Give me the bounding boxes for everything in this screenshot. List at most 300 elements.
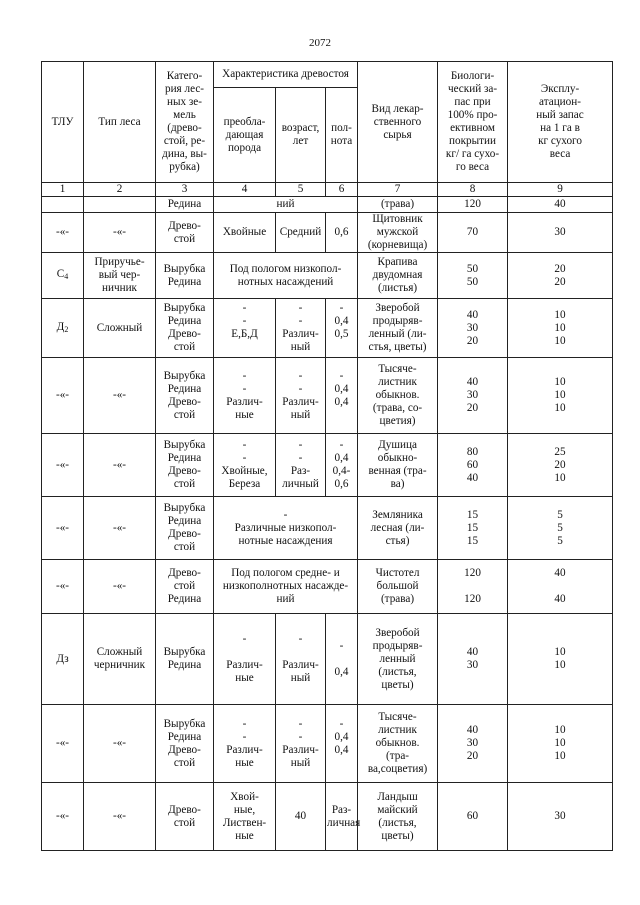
cell-line: 30 [466,737,479,749]
cell-dominant-species [214,705,276,783]
cell-bio-stock [438,497,508,560]
cell-line: стой [173,341,196,353]
cell-line: веса [549,148,571,160]
cell-line: ные [235,756,254,769]
cell-line: Редина [167,382,202,395]
cell-bio-stock [438,705,508,783]
cell-raw-material [358,197,438,213]
cell-exploit-stock [508,434,613,497]
cell-line: 40 [466,724,479,736]
cell-tlu [42,783,84,851]
cell-line: Катего- [166,70,203,82]
cell-exploit-stock [508,497,613,560]
column-number: 1 [42,183,84,197]
cell-line: -«- [112,389,127,401]
cell-line: 40 [554,198,566,210]
cell-line: 20 [466,750,479,762]
cell-raw-material [358,358,438,434]
cell-line: 40 [554,593,566,605]
cell-line: Древо- [168,328,201,340]
cell-line: ный [290,756,311,769]
cell-line: обыкнов. [375,737,420,749]
cell-line: атацион- [539,96,581,108]
cell-line: Древо- [168,803,201,816]
cell-line: (древо- [167,122,202,134]
cell-stand-continued [214,197,358,213]
cell-empty [84,197,156,213]
cell-line [439,580,506,593]
cell-line: Хвой- [230,790,259,803]
cell-line: 20 [554,458,566,471]
cell-line: Редина [167,315,202,327]
cell-land-category [156,705,214,783]
cell-line: -«- [55,810,70,822]
column-numbers-row [42,183,613,197]
cell-line: Редина [167,593,202,605]
cell-tlu [42,560,84,614]
cell-line: -«- [112,580,127,592]
cell-density [326,434,358,497]
cell-line [327,757,356,770]
cell-line: ний [276,198,295,210]
cell-line: ленный [379,652,416,665]
cell-line: (трава, со- [372,402,423,414]
cell-line: порода [227,141,262,154]
cell-line: Зверобой [375,302,420,314]
cell-line: Биологи- [450,70,495,82]
cell-line: 60 [466,810,479,822]
cell-raw-material [358,213,438,253]
cell-line: Вырубка [163,646,206,658]
cell-density [326,358,358,434]
cell-line: Ландыш [377,790,418,803]
cell-bio-stock [438,434,508,497]
column-number: 4 [214,183,276,197]
cell-line: 0,4- [332,465,351,477]
cell-line: 0,4 [334,743,349,756]
cell-line: 10 [554,659,566,671]
cell-raw-material [358,497,438,560]
cell-line: 15 [466,508,479,521]
cell-line: 20 [466,334,479,347]
cell-line: мужской [376,226,419,238]
tlu-letter: С [56,268,65,280]
cell-line: Редина [167,198,202,210]
cell-land-category [156,299,214,358]
cell-line: 0,4 [334,315,349,327]
cell-line: - [339,369,344,382]
cell-line: стой [173,816,196,829]
cell-line: Древо- [168,219,201,232]
cell-line: 5 [557,521,563,534]
cell-line: 15 [466,534,479,547]
table-row [42,253,613,299]
cell-line: (тра- [385,750,410,762]
cell-line: - [298,730,303,743]
cell-line: 5 [557,508,563,521]
cell-line: возраст, [281,122,320,134]
cell-line: - [242,315,247,327]
cell-line: - [339,302,344,314]
cell-line: 0,4 [334,665,349,678]
cell-forest-type [84,783,156,851]
cell-line: ный запас [536,109,584,121]
cell-raw-material [358,299,438,358]
cell-line: Сложный [96,321,143,334]
cell-line: ва) [390,478,405,490]
cell-line: нота [330,135,353,147]
cell-bio-stock [438,299,508,358]
cell-line: 120 [464,198,481,210]
cell-line: 10 [554,646,566,658]
cell-density [326,783,361,851]
col-header-forest-type [84,62,156,183]
cell-line: 15 [466,521,479,534]
cell-line: Тип леса [98,115,141,128]
cell-line: Вид лекар- [371,102,424,115]
cell-line: Древо- [168,743,201,756]
cell-line: Вырубка [163,439,206,451]
cell-exploit-stock [508,783,613,851]
cell-line: - [339,639,344,652]
cell-tlu [42,434,84,497]
cell-line: стой [173,580,196,592]
cell-line: 40 [466,308,479,321]
cell-line: черничник [93,659,146,671]
cell-bio-stock [438,560,508,614]
col-header-exploit-stock [508,62,613,183]
cell-line: - [298,382,303,395]
cell-raw-material [358,434,438,497]
cell-line: дина, вы- [162,148,207,160]
cell-line: венная (тра- [368,465,427,477]
cell-forest-type [84,358,156,434]
cell-line: кг сухого [538,135,582,147]
cell-line: майский [377,803,418,816]
cell-dominant-species [214,614,276,705]
cell-line: - [242,717,247,730]
cell-exploit-stock [508,213,613,253]
cell-line: 10 [554,389,566,401]
cell-density [326,614,358,705]
cell-line: 40 [554,567,566,579]
cell-age [276,299,326,358]
cell-line: Хвойные, [221,465,268,477]
cell-exploit-stock [508,358,613,434]
cell-line: 10 [554,402,566,414]
cell-line: 40 [294,810,307,822]
cell-forest-type [84,299,156,358]
cell-line: рубка) [169,161,200,173]
cell-line: 120 [464,593,481,605]
cell-line: - [298,633,303,645]
cell-line: -«- [55,521,70,534]
cell-line: Различ- [282,328,319,340]
cell-line: дающая [225,128,264,141]
tlu-letter: Д [56,320,65,333]
medicinal-plants-table [41,61,613,851]
cell-line: 20 [466,402,479,414]
cell-line: (трава) [380,198,415,210]
cell-bio-stock [438,614,508,705]
cell-line: Различ- [226,395,263,408]
cell-land-category [156,497,214,560]
cell-line: 0,6 [334,226,349,238]
cell-raw-material [358,783,438,851]
cell-land-category [156,614,214,705]
cell-line: (корневища) [367,239,428,251]
cell-line: 30 [554,810,566,822]
cell-line: стой [173,756,196,769]
cell-line: Щитовник [372,213,423,225]
cell-line: 10 [554,308,566,321]
cell-line: 30 [466,389,479,401]
cell-line: 10 [554,737,566,749]
cell-raw-material [358,560,438,614]
cell-line: ные [235,408,254,421]
cell-bio-stock [438,358,508,434]
cell-line: Е,Б,Д [231,328,258,340]
cell-bio-stock [438,253,508,299]
cell-tlu [42,213,84,253]
cell-land-category [156,783,214,851]
cell-line: большой [376,580,419,592]
cell-line: (листья, [378,665,417,678]
cell-line: Дз [56,652,69,665]
cell-exploit-stock [508,253,613,299]
cell-line: стой [173,478,196,490]
cell-line: вый чер- [98,269,141,281]
cell-line: -«- [55,580,70,592]
cell-line: Раз- [290,465,311,477]
table-row [42,358,613,434]
cell-raw-material [358,614,438,705]
cell-line: двудомная [372,269,423,281]
cell-line: Зверобой [375,626,420,639]
cell-line: Редина [167,659,202,671]
cell-line: - [283,508,288,521]
col-header-tlu [42,62,84,183]
cell-line: 40 [466,646,479,658]
cell-line [277,646,324,659]
cell-line: стой [173,232,196,245]
cell-line: -«- [112,737,127,749]
cell-forest-type [84,213,156,253]
cell-line: - [242,369,247,382]
cell-line: цветы) [381,829,414,842]
table-row [42,560,613,614]
cell-line: стья, цветы) [368,341,427,353]
cell-line: -«- [112,458,127,471]
col-header-age [276,88,326,183]
cell-line: Редина [167,275,202,288]
cell-exploit-stock [508,560,613,614]
cell-line [327,409,356,422]
cell-line: ственного [373,115,422,128]
cell-line: Приручье- [94,256,145,268]
cell-land-category [156,253,214,299]
cell-line: низкополнотных насажде- [222,580,349,592]
cell-line: - [298,369,303,382]
cell-line: ничник [101,282,137,294]
cell-line: Береза [228,478,261,490]
cell-line: Древо- [168,528,201,540]
cell-line: 0,5 [334,328,349,340]
cell-land-category [156,213,214,253]
cell-line: Вырубка [163,369,206,382]
cell-line [215,646,274,659]
page-number: 2072 [309,37,331,49]
table-row [42,783,613,851]
cell-line: стой [173,408,196,421]
cell-line: -«- [55,226,70,238]
col-header-bio-stock [438,62,508,183]
cell-bio-stock [438,197,508,213]
cell-line: 40 [466,376,479,388]
cell-line: - [339,717,344,730]
col-header-density [326,88,358,183]
cell-line: на 1 га в [540,122,580,134]
cell-line: - [242,452,247,464]
cell-stand-characteristics [214,497,358,560]
column-number: 2 [84,183,156,197]
cell-land-category [156,358,214,434]
cell-line: ва,соцветия) [367,763,428,775]
cell-line: обыкнов. [375,389,420,401]
cell-forest-type [84,560,156,614]
cell-line: Душица [378,439,417,451]
cell-age [276,358,326,434]
cell-line: - [242,382,247,395]
cell-line: листник [378,724,417,736]
cell-tlu [42,253,84,299]
cell-line: Под пологом низкопол- [229,262,342,275]
cell-land-category [156,434,214,497]
cell-line: 0,4 [334,730,349,743]
cell-line: кг/ га сухо- [445,148,500,160]
cell-line: Различ- [282,743,319,756]
cell-line: личный [282,478,319,490]
cell-line: 30 [466,659,479,671]
cell-forest-type [84,614,156,705]
cell-line [327,653,356,666]
cell-line: стья) [385,534,410,547]
cell-age [276,705,326,783]
cell-line: 0,4 [334,395,349,408]
cell-line: сырья [383,128,412,141]
cell-line: 30 [466,321,479,334]
table-row [42,213,613,253]
cell-line: Древо- [168,567,201,579]
cell-line: ные [235,829,254,842]
col-header-dominant-species [214,88,276,183]
cell-line: Эксплу- [540,83,580,95]
cell-line: цветы) [381,678,414,691]
cell-line: -«- [55,737,70,749]
cell-line: 10 [554,334,566,347]
cell-forest-type [84,497,156,560]
cell-line: 50 [466,262,479,275]
cell-line: - [298,717,303,730]
header-row [42,62,613,88]
cell-line: стой [173,541,196,553]
cell-line: - [339,439,344,451]
cell-line: 30 [554,226,566,238]
cell-line: ческий за- [447,83,498,95]
cell-stand-characteristics [214,253,358,299]
cell-line: 80 [466,445,479,458]
table-row [42,614,613,705]
cell-line: Вырубка [163,302,206,314]
cell-line: лет [292,135,309,147]
cell-line: Крапива [377,256,418,268]
column-number: 6 [326,183,358,197]
table-row [42,299,613,358]
cell-forest-type [84,705,156,783]
cell-line: - [242,730,247,743]
cell-dominant-species [214,434,276,497]
cell-line [327,341,356,354]
cell-line: ные [235,672,254,684]
continuation-row [42,197,613,213]
cell-exploit-stock [508,705,613,783]
cell-line: 100% про- [447,109,498,121]
cell-raw-material [358,705,438,783]
cell-line: нотных насаждений [237,275,334,288]
cell-line: го веса [455,161,490,173]
cell-line: 5 [557,534,563,547]
cell-line: ленный (ли- [368,328,427,340]
cell-density [326,213,358,253]
cell-line: Тысяче- [378,363,417,375]
cell-line: Листвен- [222,816,267,829]
column-number: 8 [438,183,508,197]
cell-line: Хвойные [222,226,267,238]
table-row [42,434,613,497]
cell-line: - [242,439,247,451]
cell-line: -«- [112,810,127,822]
cell-line: преобла- [223,115,266,128]
cell-line: пас при [454,96,491,108]
cell-exploit-stock [508,197,613,213]
cell-line: 25 [554,445,566,458]
cell-line: Редина [167,515,202,527]
cell-line: ных зе- [166,96,202,108]
cell-line: Древо- [168,395,201,408]
cell-line: мель [173,109,196,121]
cell-line: ный [290,341,311,353]
cell-line: листник [378,376,417,388]
cell-line: Земляника [372,508,423,521]
cell-tlu [42,497,84,560]
cell-line: рия лес- [164,83,205,95]
cell-line: нотные насаждения [238,534,333,547]
cell-line: обыкно- [377,452,418,464]
cell-density [326,299,358,358]
cell-land-category [156,197,214,213]
cell-line: 0,4 [334,382,349,395]
cell-dominant-species [214,783,276,851]
cell-line: (трава) [380,593,415,605]
cell-line: 20 [554,262,566,275]
cell-empty [42,197,84,213]
cell-stand-characteristics [214,560,358,614]
cell-line: ный [290,672,311,684]
cell-line: продыряв- [372,639,423,652]
cell-exploit-stock [508,299,613,358]
cell-age [276,783,326,851]
cell-line: 70 [466,226,479,238]
